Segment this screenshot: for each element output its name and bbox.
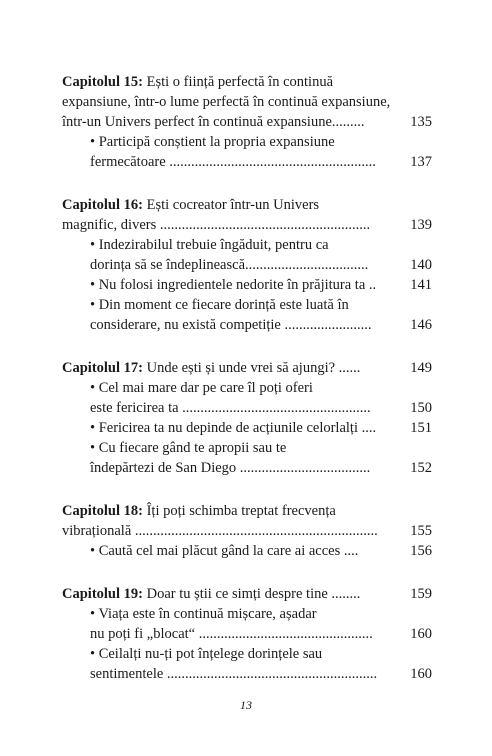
entry-text: dorința să se îndeplinească.................................. (90, 257, 369, 273)
page-ref: 160 (410, 626, 432, 642)
toc-line (62, 584, 432, 604)
toc-line (62, 195, 432, 215)
toc-line (62, 255, 432, 275)
toc-line (62, 152, 432, 172)
chapter-label: Capitolul 17: (62, 360, 143, 376)
entry-text: • Indezirabilul trebuie îngăduit, pentru ca (90, 237, 329, 253)
entry-text: nu poți fi „blocat“ ................................................ (90, 626, 373, 642)
page-ref: 159 (410, 586, 432, 602)
entry-text: într-un Univers perfect în continuă expansiune......... (62, 114, 365, 130)
toc-line (62, 275, 432, 295)
chapter-spacer (62, 561, 432, 584)
page-ref: 139 (410, 217, 432, 233)
entry-text: • Fericirea ta nu depinde de acțiunile celorlalți .... (90, 420, 377, 436)
entry-text: vibrațională ................................................................... (62, 523, 378, 539)
entry-text: Unde ești și unde vrei să ajungi? ...... (142, 360, 361, 376)
chapter-label: Capitolul 15: (62, 74, 143, 90)
page-ref: 155 (410, 523, 432, 539)
toc-line (62, 541, 432, 561)
entry-text: • Viața este în continuă mișcare, așadar (90, 606, 317, 622)
chapter-label: Capitolul 18: (62, 503, 143, 519)
entry-text: • Cel mai mare dar pe care îl poți oferi (90, 380, 313, 396)
entry-text: Doar tu știi ce simți despre tine ........ (142, 586, 361, 602)
entry-text: • Din moment ce fiecare dorință este luată în (90, 297, 349, 313)
toc-line (62, 501, 432, 521)
entry-text: expansiune, într-o lume perfectă în continuă expansiune, (62, 94, 391, 110)
toc-line (62, 92, 432, 112)
chapter-label: Capitolul 19: (62, 586, 143, 602)
entry-text: • Participă conștient la propria expansiune (90, 134, 335, 150)
toc-line (62, 604, 432, 624)
page-number: 13 (240, 698, 252, 712)
entry-text: magnific, divers .......................................................... (62, 217, 371, 233)
page-ref: 150 (410, 400, 432, 416)
page-ref: 160 (410, 666, 432, 682)
toc-line (62, 295, 432, 315)
toc-line (62, 132, 432, 152)
page-ref: 146 (410, 317, 432, 333)
toc-line (62, 458, 432, 478)
toc-line (62, 624, 432, 644)
chapter-label: Capitolul 16: (62, 197, 143, 213)
chapter-spacer (62, 335, 432, 358)
page-ref: 140 (410, 257, 432, 273)
entry-text: sentimentele .......................................................... (90, 666, 378, 682)
entry-text: • Ceilalți nu-ți pot înțelege dorințele sau (90, 646, 323, 662)
toc-line (62, 438, 432, 458)
entry-text: considerare, nu există competiție ........................ (90, 317, 372, 333)
toc-line (62, 398, 432, 418)
toc-line (62, 72, 432, 92)
chapter-spacer (62, 172, 432, 195)
entry-text: • Caută cel mai plăcut gând la care ai acces .... (90, 543, 359, 559)
page-ref: 151 (410, 420, 432, 436)
toc-line (62, 378, 432, 398)
entry-text: Îți poți schimba treptat frecvența (142, 503, 336, 519)
entry-text: Ești o ființă perfectă în continuă (142, 74, 334, 90)
entry-text: este fericirea ta .................................................... (90, 400, 371, 416)
page-ref: 141 (410, 277, 432, 293)
toc-line (62, 235, 432, 255)
page-ref: 149 (410, 360, 432, 376)
entry-text: îndepărtezi de San Diego .................................... (90, 460, 371, 476)
chapter-spacer (62, 478, 432, 501)
toc-line (62, 644, 432, 664)
entry-text: • Nu folosi ingredientele nedorite în prăjitura ta .. (90, 277, 377, 293)
entry-text: Ești cocreator într-un Univers (142, 197, 320, 213)
page-ref: 152 (410, 460, 432, 476)
entry-text: fermecătoare ......................................................... (90, 154, 376, 170)
entry-text: • Cu fiecare gând te apropii sau te (90, 440, 287, 456)
page-ref: 135 (410, 114, 432, 130)
page-ref: 137 (410, 154, 432, 170)
toc-line (62, 358, 432, 378)
table-of-contents (62, 72, 432, 684)
toc-line (62, 112, 432, 132)
toc-line (62, 664, 432, 684)
page-ref: 156 (410, 543, 432, 559)
toc-line (62, 215, 432, 235)
toc-line (62, 521, 432, 541)
toc-line (62, 418, 432, 438)
toc-line (62, 315, 432, 335)
